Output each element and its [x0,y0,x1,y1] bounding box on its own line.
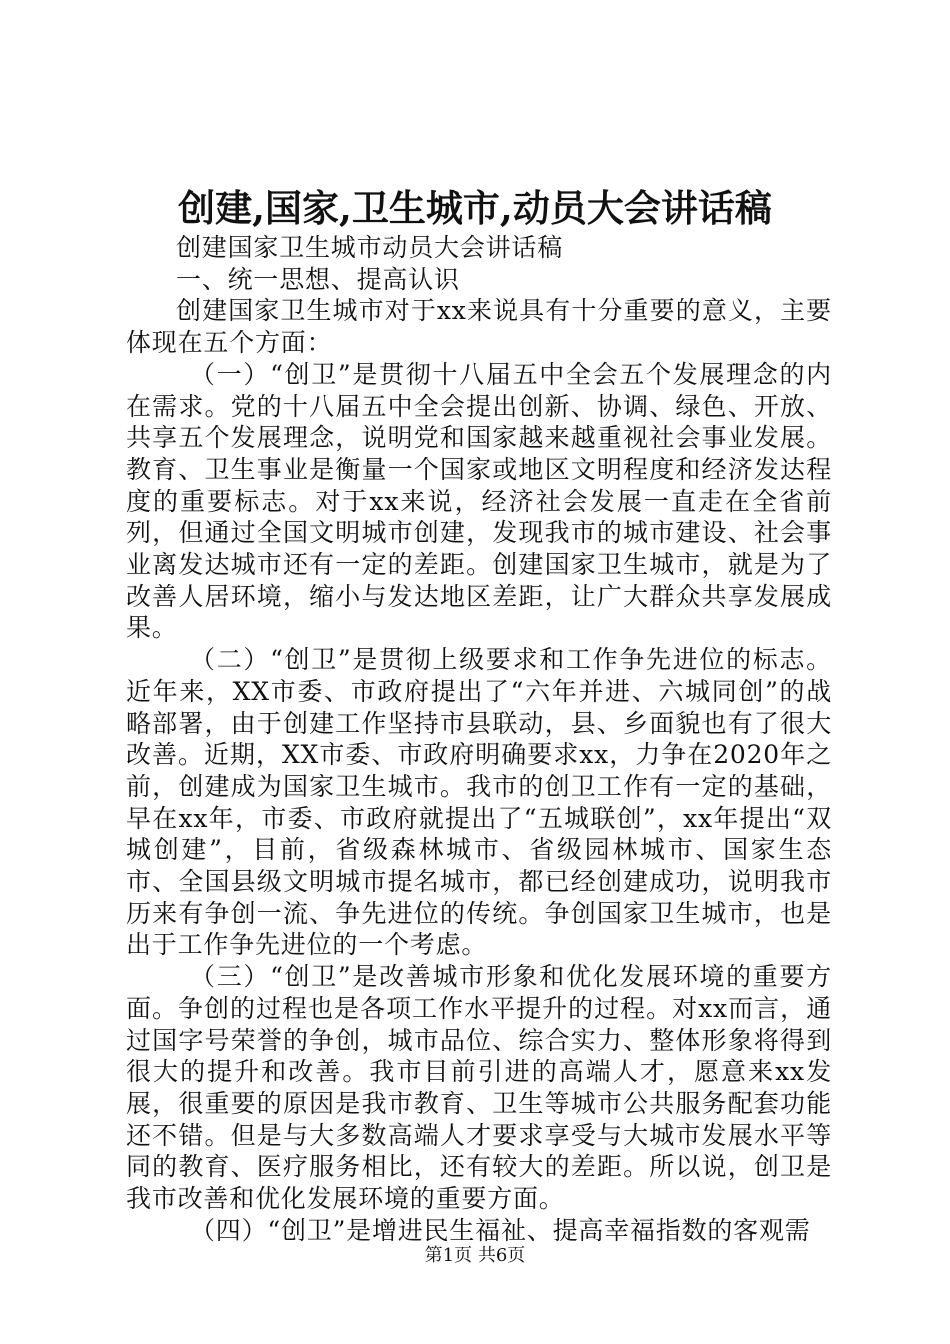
document-body [126,232,832,1247]
paragraph-point-1: （一）“创卫”是贯彻十八届五中全会五个发展理念的内在需求。党的十八届五中全会提出创新、协调、绿色、开放、共享五个发展理念，说明党和国家越来越重视社会事业发展。教育、卫生事业是衡量一个国家或地区文明程度和经济发达程度的重要标志。对于xx来说，经济社会发展一直走在全省前列，但通过全国文明城市创建，发现我市的城市建设、社会事业离发达城市还有一定的差距。创建国家卫生城市，就是为了改善人居环境，缩小与发达地区差距，让广大群众共享发展成果。 [126,359,832,643]
paragraph-point-4: （四）“创卫”是增进民生福祉、提高幸福指数的客观需 [190,1215,811,1245]
paragraph-point-2: （二）“创卫”是贯彻上级要求和工作争先进位的标志。近年来，XX市委、市政府提出了“六年并进、六城同创”的战略部署，由于创建工作坚持市县联动，县、乡面貌也有了很大改善。近期，XX市委、市政府明确要求xx，力争在2020年之前，创建成为国家卫生城市。我市的创卫工作有一定的基础，早在xx年，市委、市政府就提出了“五城联创”，xx年提出“双城创建”，目前，省级森林城市、省级园林城市、国家生态市、全国县级文明城市提名城市，都已经创建成功，说明我市历来有争创一流、争先进位的传统。争创国家卫生城市，也是出于工作争先进位的一个考虑。 [126,645,832,960]
paragraph-section-heading: 一、统一思想、提高认识 [176,264,460,294]
paragraph-subtitle: 创建国家卫生城市动员大会讲话稿 [176,233,564,262]
page-number-footer: 第1页 共6页 [424,1245,526,1266]
document-title: 创建,国家,卫生城市,动员大会讲话稿 [178,186,772,230]
paragraph-point-3: （三）“创卫”是改善城市形象和优化发展环境的重要方面。争创的过程也是各项工作水平提升的过程。对xx而言，通过国字号荣誉的争创，城市品位、综合实力、整体形象将得到很大的提升和改善。我市目前引进的高端人才，愿意来xx发展，很重要的原因是我市教育、卫生等城市公共服务配套功能还不错。但是与大多数高端人才要求享受与大城市发展水平等同的教育、医疗服务相比，还有较大的差距。所以说，创卫是我市改善和优化发展环境的重要方面。 [126,962,832,1214]
paragraph-intro: 创建国家卫生城市对于xx来说具有十分重要的意义，主要体现在五个方面： [126,296,832,358]
